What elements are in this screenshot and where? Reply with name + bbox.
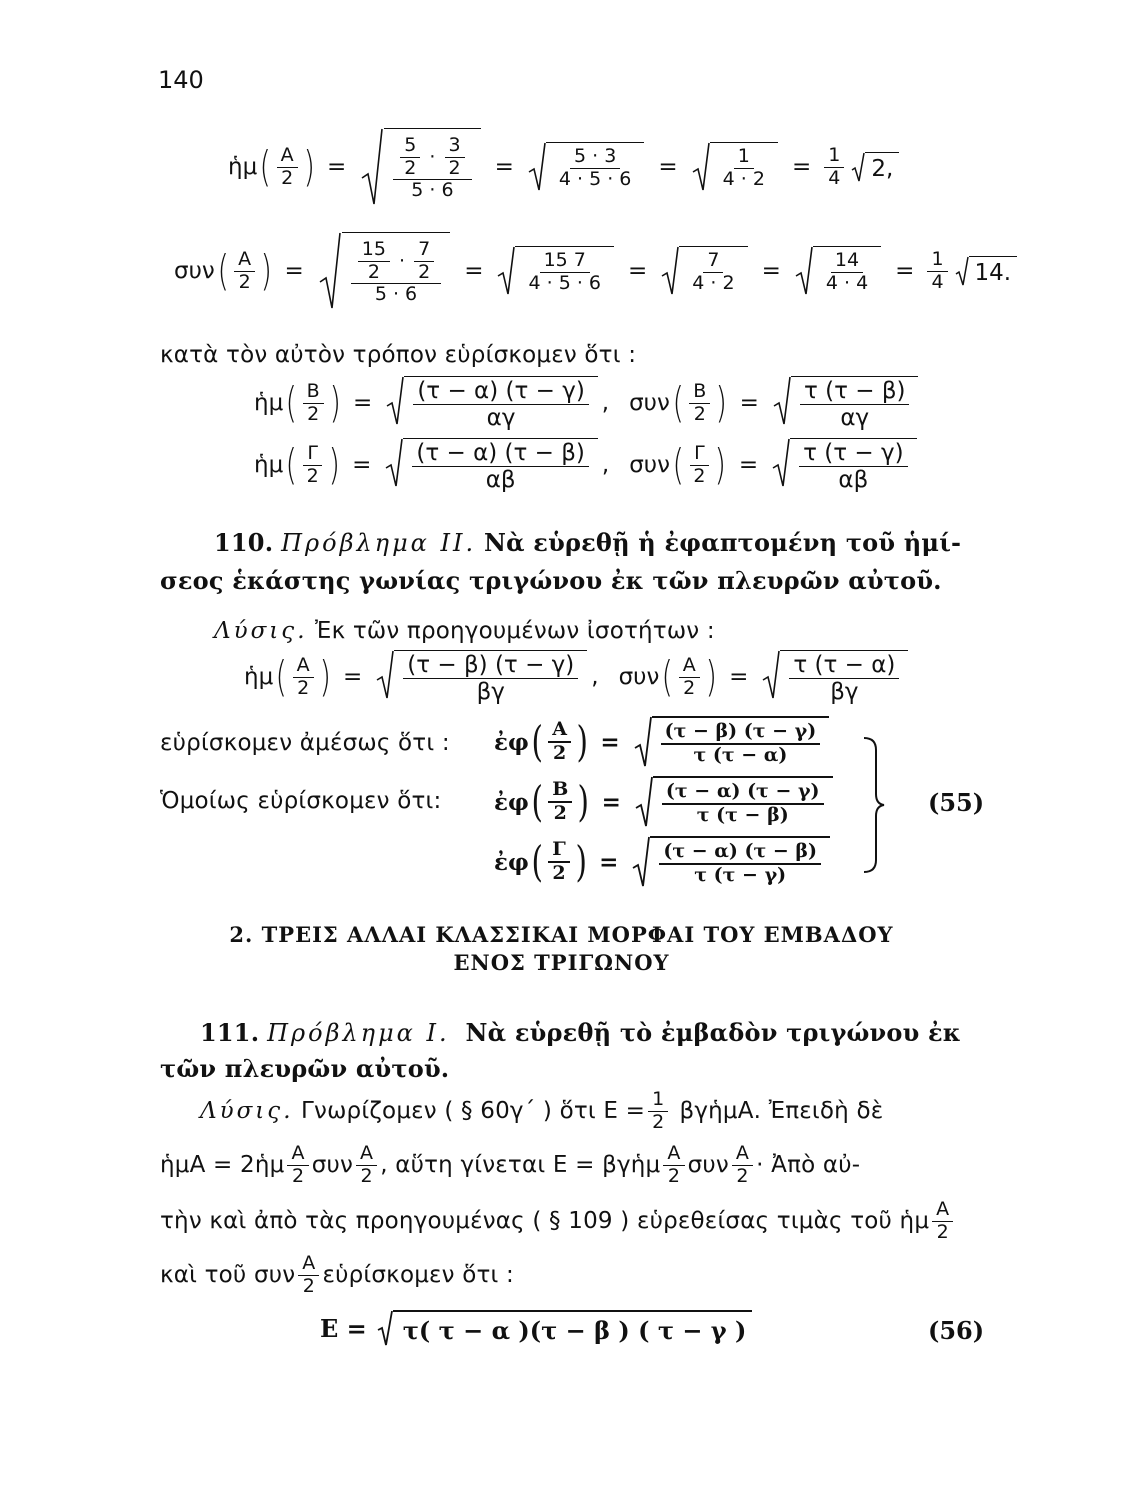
denominator: 2 <box>367 260 380 283</box>
numerator: 1 <box>824 146 844 168</box>
angle-letter: B <box>303 382 324 404</box>
radicand: 14. <box>969 256 1018 286</box>
solution-line-3 <box>160 1200 956 1243</box>
func-label: συν <box>629 452 670 479</box>
comma: , <box>601 452 610 479</box>
denominator: 4 · 2 <box>722 168 765 190</box>
denominator: 2 <box>404 156 417 179</box>
func-label: ἡμ <box>244 664 274 691</box>
equation-tan-half-b: ἐφ ( $\frac{B}{2}$ ) = $\frac{(\tau - \alpha) (\tau - \gamma)}{\tau (\tau - \beta)}$ <box>494 776 837 828</box>
equation-tan-half-g: ἐφ ( $\frac{\Gamma}{2}$ ) = $\frac{(\tau - \alpha) (\tau - \beta)}{\tau (\tau - \gamma)}$ <box>494 836 834 888</box>
numerator: τ (τ − β) <box>800 379 910 405</box>
comma: , <box>601 390 610 417</box>
problem-number: 111. <box>200 1018 260 1047</box>
denominator: αγ <box>840 405 870 432</box>
solution-text: ἡμΑ = 2ἡμ <box>160 1152 285 1179</box>
func-label: ἡμ <box>254 452 284 479</box>
numerator: 14 <box>831 251 863 273</box>
denominator: 5 · 6 <box>411 179 454 202</box>
angle-letter: Γ <box>548 840 570 863</box>
angle-letter: A <box>234 250 255 272</box>
radicand: τ( τ − α )(τ − β ) ( τ − γ ) <box>393 1310 753 1346</box>
numerator: 7 <box>414 240 434 262</box>
problem-text: Νὰ εὑρεθῇ τὸ ἐμβαδὸν τριγώνου ἐκ <box>465 1018 961 1047</box>
denominator: 2 <box>297 676 310 699</box>
solution-text: συν <box>311 1152 354 1179</box>
solution-label: Λύσις. <box>200 1098 294 1125</box>
func-label: ἡμ <box>228 154 258 180</box>
denominator: 4 · 5 · 6 <box>558 168 632 190</box>
numerator: (τ − β) (τ − γ) <box>661 722 821 745</box>
problem-text: Νὰ εὑρεθῇ ἡ ἐφαπτομένη τοῦ ἡμί- <box>483 528 962 557</box>
problem-111-line2: τῶν πλευρῶν αὐτοῦ. <box>160 1054 450 1083</box>
solution-text: βγἡμΑ. Ἐπειδὴ δὲ <box>679 1098 884 1125</box>
equation-tan-half-a: ἐφ ( $\frac{A}{2}$ ) = $\frac{(\tau - \beta) (\tau - \gamma)}{\tau (\tau - \alpha)}$ <box>494 716 833 768</box>
angle-letter: A <box>356 1144 377 1166</box>
angle-letter: A <box>663 1144 684 1166</box>
numerator: (τ − α) (τ − β) <box>659 842 821 865</box>
denominator: αγ <box>486 405 516 432</box>
angle-letter: B <box>689 382 710 404</box>
func-label: ἐφ <box>494 848 529 876</box>
denominator: τ (τ − γ) <box>694 864 787 886</box>
equation-heron <box>320 1310 756 1346</box>
denominator: 2 <box>736 1164 749 1187</box>
brace <box>862 736 886 874</box>
denominator: βγ <box>830 679 859 706</box>
func-label: ἡμ <box>254 390 284 417</box>
denominator: βγ <box>476 679 505 706</box>
text-omoios: Ὁμοίως εὑρίσκομεν ὅτι: <box>160 788 442 814</box>
angle-letter: A <box>932 1200 953 1222</box>
denominator: αβ <box>838 467 869 494</box>
problem-label: Πρόβλημα ΙΙ. <box>281 529 477 557</box>
solution-text: , αὕτη γίνεται Ε = βγἡμ <box>380 1152 661 1179</box>
numerator: 1 <box>927 250 947 272</box>
numerator: (τ − α) (τ − γ) <box>413 379 588 405</box>
angle-letter: B <box>548 780 572 803</box>
numerator: 1 <box>648 1090 668 1112</box>
numerator: τ (τ − γ) <box>799 441 907 467</box>
solution-text: Ἐκ τῶν προηγουμένων ἰσοτήτων : <box>315 618 715 644</box>
solution-text: καὶ τοῦ συν <box>160 1262 296 1289</box>
problem-110-line2: σεος ἑκάστης γωνίας τριγώνου ἐκ τῶν πλευρῶν αὐτοῦ. <box>160 566 942 595</box>
denominator: τ (τ − β) <box>696 804 789 826</box>
problem-111-line1 <box>200 1018 961 1047</box>
func-label: συν <box>174 258 215 284</box>
section-heading-line1: 2. ΤΡΕΙΣ ΑΛΛΑΙ ΚΛΑΣΣΙΚΑΙ ΜΟΡΦΑΙ ΤΟΥ ΕΜΒΑΔΟΥ <box>229 922 894 947</box>
sqrt-1: $\frac{5}{2}$ · $\frac{3}{2}$ 5 · 6 <box>360 128 480 206</box>
denominator: 4 <box>828 166 841 189</box>
denominator: τ (τ − α) <box>693 744 788 766</box>
solution-text: συν <box>687 1152 729 1179</box>
angle-letter: A <box>287 1144 308 1166</box>
numerator: 7 <box>703 251 723 273</box>
solution-text: Γνωρίζομεν ( § 60γ΄ ) ὅτι Ε = <box>301 1098 646 1125</box>
equation-half-g: ἡμ ( $\frac{\Gamma}{2}$ ) = $\frac{(\tau - \alpha) (\tau - \beta)}{\alpha\beta}$ , συν ( $\frac{\Gamma}{2}$ ) = $\frac{\tau (\tau - \gamma)}{\alpha\beta}$ <box>254 438 921 492</box>
equation-half-a-sincos: ἡμ ( $\frac{A}{2}$ ) = $\frac{(\tau - \beta) (\tau - \gamma)}{\beta\gamma}$ , συν ( $\frac{A}{2}$ ) = $\frac{\tau (\tau - \alpha)}{\beta\gamma}$ <box>244 650 912 704</box>
angle-letter: A <box>548 720 571 743</box>
denominator: 2 <box>307 402 320 425</box>
page-number: 140 <box>158 66 204 94</box>
solution-line-2 <box>160 1144 860 1187</box>
radicand: 2, <box>865 152 899 182</box>
denominator: 2 <box>552 862 566 884</box>
denominator: 2 <box>683 676 696 699</box>
solution-line-4 <box>160 1254 514 1297</box>
denominator: 2 <box>291 1164 305 1187</box>
numerator: (τ − β) (τ − γ) <box>403 653 578 679</box>
denominator: αβ <box>485 467 516 494</box>
denominator: 2 <box>281 166 294 189</box>
denominator: 2 <box>667 1164 681 1187</box>
equation-number-56: (56) <box>928 1316 985 1345</box>
numerator: 15 7 <box>540 251 590 273</box>
angle-letter: Γ <box>690 444 709 466</box>
solution-text: εὑρίσκομεν ὅτι : <box>322 1262 514 1289</box>
problem-label: Πρόβλημα Ι. <box>267 1019 450 1047</box>
denominator: 2 <box>552 742 567 764</box>
numerator: 5 <box>400 136 420 158</box>
problem-number: 110. <box>214 528 274 557</box>
denominator: 2 <box>302 1274 316 1297</box>
denominator: 4 · 5 · 6 <box>528 272 601 294</box>
angle-letter: A <box>293 656 314 678</box>
angle-letter: A <box>732 1144 753 1166</box>
denominator: 2 <box>693 464 706 487</box>
solution-label: Λύσις. <box>214 618 308 644</box>
func-label: ἐφ <box>494 728 529 756</box>
text-kata: κατὰ τὸν αὐτὸν τρόπον εὑρίσκομεν ὅτι : <box>160 342 637 368</box>
numerator: 15 <box>358 240 390 262</box>
equation-sin-half-a: ἡμ ( $\frac{A}{2}$ ) = $\frac{5}{2}$ · $\frac{3}{2}$ 5 · 6 = $\frac{5 \cdot 3}{4 \cdot 5 \cdot 6}$ = $\frac{1}{4 \cdot 2}$ = $\frac{1}{4}$ 2, <box>228 128 903 206</box>
angle-letter: Γ <box>303 444 322 466</box>
section-heading-line2: ΕΝΟΣ ΤΡΙΓΩΝΟΥ <box>453 950 670 975</box>
solution-text: · Ἀπὸ αὐ- <box>756 1152 861 1179</box>
denominator: 2 <box>553 802 567 824</box>
denominator: 2 <box>418 260 431 283</box>
numerator: 5 · 3 <box>570 147 620 169</box>
angle-letter: A <box>298 1254 319 1276</box>
numerator: (τ − α) (τ − γ) <box>662 782 824 805</box>
denominator: 2 <box>306 464 319 487</box>
equation-number-55: (55) <box>928 788 985 817</box>
denominator: 4 · 4 <box>825 272 869 294</box>
angle-letter: A <box>679 656 700 678</box>
equation-lhs: Ε = <box>320 1313 367 1343</box>
equation-half-b: ἡμ ( $\frac{B}{2}$ ) = $\frac{(\tau - \alpha) (\tau - \gamma)}{\alpha\gamma}$ , συν ( $\frac{B}{2}$ ) = $\frac{\tau (\tau - \beta)}{\alpha\gamma}$ <box>254 376 922 430</box>
func-label: ἐφ <box>494 788 529 816</box>
numerator: τ (τ − α) <box>789 653 899 679</box>
solution-line-1 <box>200 1090 883 1133</box>
problem-110-line1 <box>214 528 961 557</box>
numerator: 3 <box>445 136 465 158</box>
denominator: 2 <box>652 1110 665 1133</box>
solution-line <box>214 618 715 644</box>
denominator: 5 · 6 <box>374 283 418 306</box>
denominator: 2 <box>936 1220 949 1243</box>
denominator: 2 <box>448 156 461 179</box>
numerator: (τ − α) (τ − β) <box>412 441 589 467</box>
numerator: 1 <box>734 147 754 169</box>
denominator: 2 <box>238 270 251 293</box>
func-label: συν <box>618 664 660 691</box>
comma: , <box>591 664 599 691</box>
denominator: 2 <box>693 402 706 425</box>
denominator: 4 <box>931 270 944 293</box>
text-amesos: εὑρίσκομεν ἀμέσως ὅτι : <box>160 730 450 756</box>
angle-letter: A <box>277 146 298 168</box>
equation-cos-half-a: συν ( $\frac{A}{2}$ ) = $\frac{15}{2}$ · $\frac{7}{2}$ 5 · 6 = $\frac{15 7}{4 \cdot 5 \cdot 6}$ = $\frac{7}{4 \cdot 2}$ = $\frac{14}{4 \cdot 4}$ = $\frac{1}{4}$ 14. <box>174 232 1021 310</box>
func-label: συν <box>629 390 670 417</box>
denominator: 4 · 2 <box>692 272 735 294</box>
denominator: 2 <box>360 1164 373 1187</box>
solution-text: τὴν καὶ ἀπὸ τὰς προηγουμένας ( § 109 ) εὑρεθείσας τιμὰς τοῦ ἡμ <box>160 1208 930 1235</box>
